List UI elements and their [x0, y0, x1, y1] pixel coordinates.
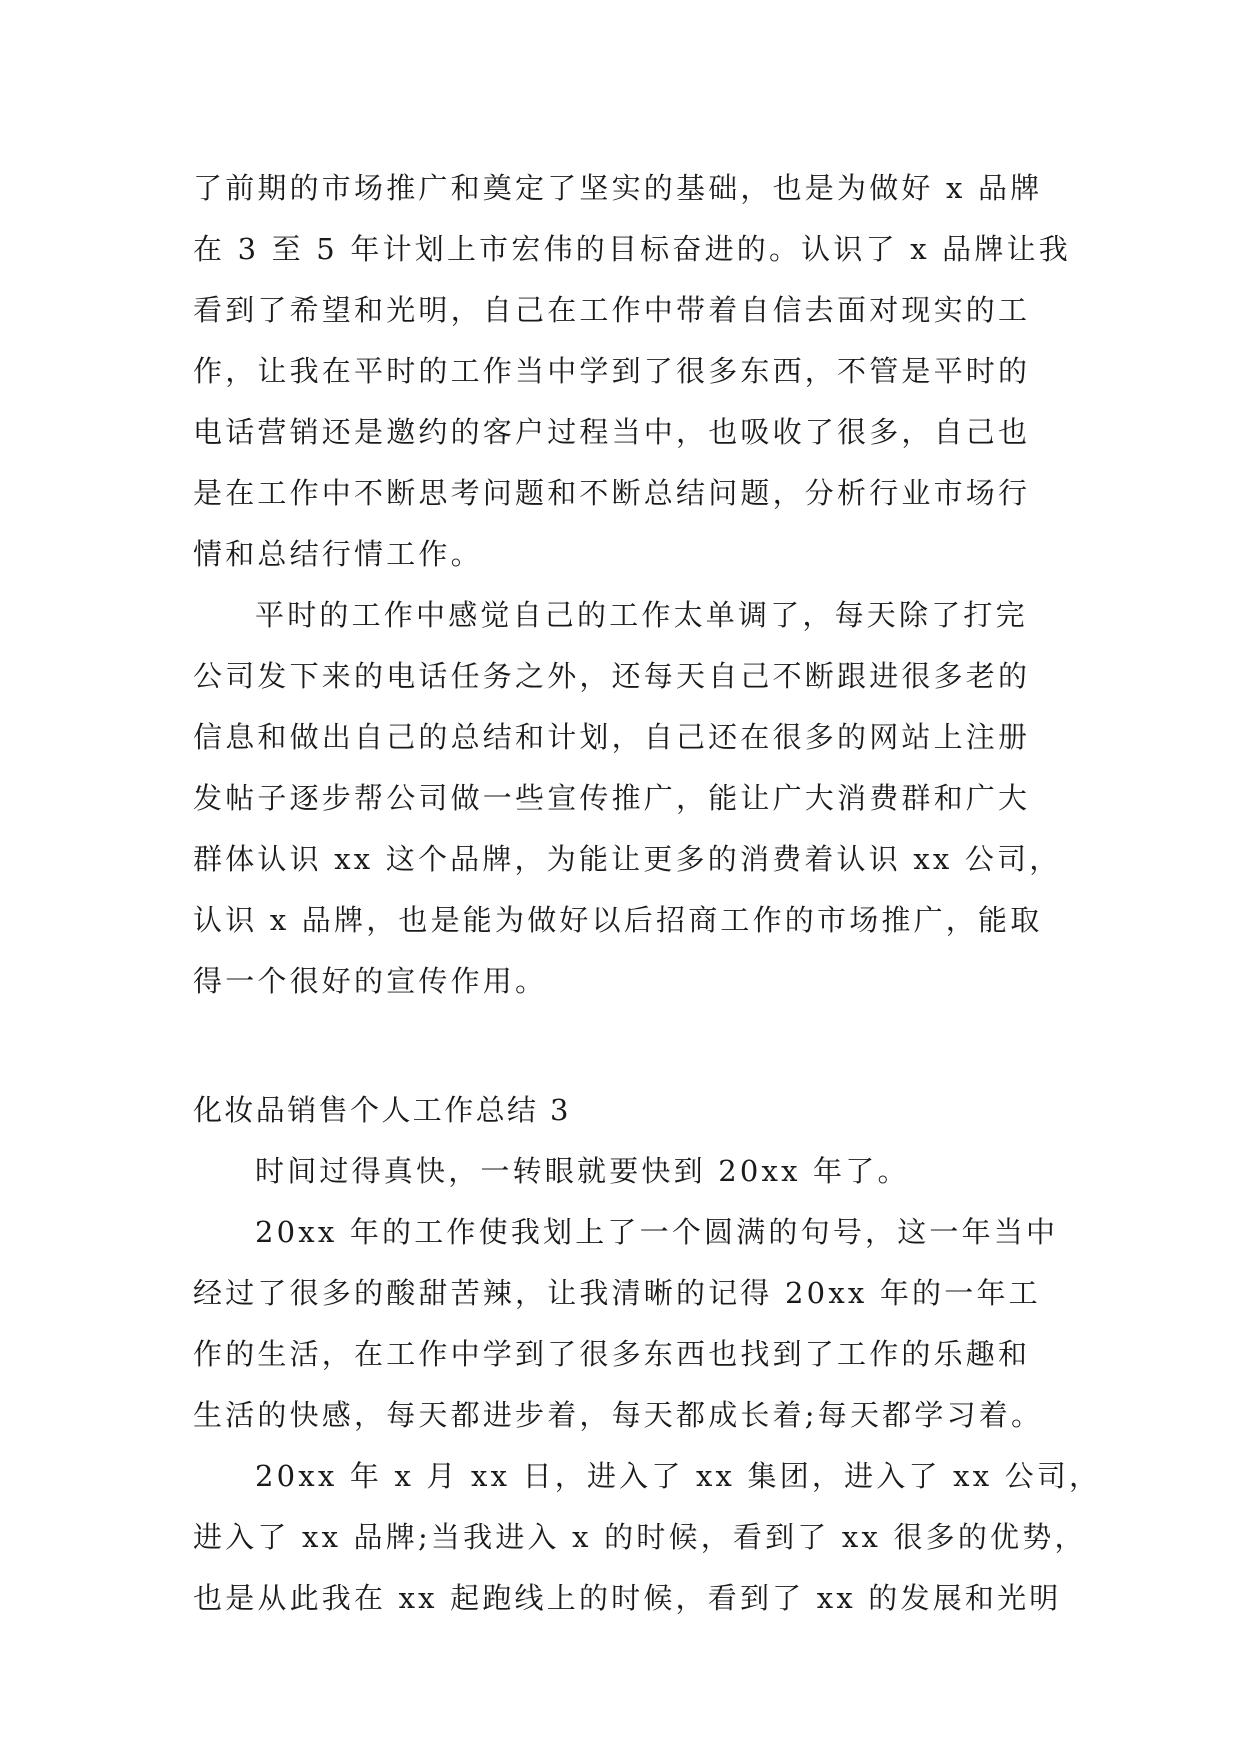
- paragraph-market-foundation: [193, 158, 1071, 585]
- text-line: 进入了 xx 品牌;当我进入 x 的时候，看到了 xx 很多的优势，: [193, 1520, 1087, 1554]
- text-line: 了前期的市场推广和奠定了坚实的基础，也是为做好 x 品牌: [193, 171, 1043, 205]
- text-line: 20xx 年的工作使我划上了一个圆满的句号，这一年当中: [255, 1215, 1059, 1249]
- text-line: 也是从此我在 xx 起跑线上的时候，看到了 xx 的发展和光明: [193, 1581, 1062, 1615]
- text-line: 公司发下来的电话任务之外，还每天自己不断跟进很多老的: [193, 659, 1031, 693]
- document-body: [193, 158, 1102, 1629]
- text-line: 在 3 至 5 年计划上市宏伟的目标奋进的。认识了 x 品牌让我: [193, 232, 1071, 266]
- text-line: 经过了很多的酸甜苦辣，让我清晰的记得 20xx 年的一年工: [193, 1276, 1041, 1310]
- text-line: 20xx 年 x 月 xx 日，进入了 xx 集团，进入了 xx 公司，: [255, 1459, 1102, 1493]
- text-line: 是在工作中不断思考问题和不断总结问题，分析行业市场行: [193, 476, 1031, 510]
- section-spacer: [193, 1012, 1053, 1080]
- paragraph-joining-company: [193, 1446, 1102, 1629]
- text-line: 信息和做出自己的总结和计划，自己还在很多的网站上注册: [193, 720, 1031, 754]
- text-line: 发帖子逐步帮公司做一些宣传推广，能让广大消费群和广大: [193, 781, 1031, 815]
- text-line: 认识 x 品牌，也是能为做好以后招商工作的市场推广，能取: [193, 903, 1043, 937]
- paragraph-year-review: [193, 1202, 1059, 1446]
- text-line: 时间过得真快，一转眼就要快到 20xx 年了。: [255, 1154, 910, 1188]
- text-line: 作的生活，在工作中学到了很多东西也找到了工作的乐趣和: [193, 1337, 1031, 1371]
- text-line: 电话营销还是邀约的客户过程当中，也吸收了很多，自己也: [193, 415, 1031, 449]
- text-line: 群体认识 xx 这个品牌，为能让更多的消费着认识 xx 公司，: [193, 842, 1062, 876]
- text-line: 看到了希望和光明，自己在工作中带着自信去面对现实的工: [193, 293, 1031, 327]
- text-line: 平时的工作中感觉自己的工作太单调了，每天除了打完: [255, 598, 1028, 632]
- text-line: 生活的快感，每天都进步着，每天都成长着;每天都学习着。: [193, 1398, 1044, 1432]
- text-line: 情和总结行情工作。: [193, 537, 483, 571]
- paragraph-daily-work: [193, 585, 1062, 1012]
- text-line: 作，让我在平时的工作当中学到了很多东西，不管是平时的: [193, 354, 1031, 388]
- text-line: 得一个很好的宣传作用。: [193, 964, 548, 998]
- paragraph-time-flies: [193, 1141, 1053, 1202]
- section-heading: 化妆品销售个人工作总结 3: [193, 1093, 571, 1127]
